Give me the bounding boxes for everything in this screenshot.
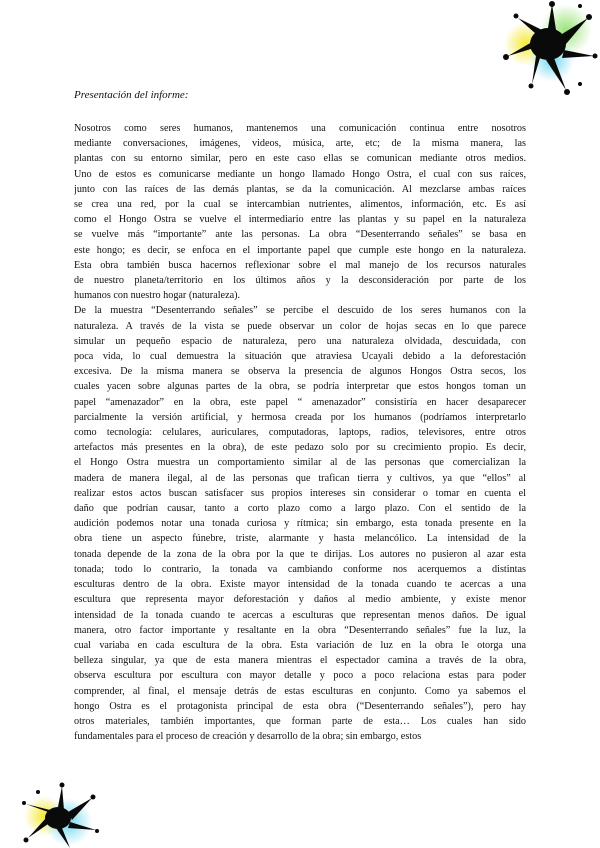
ink-splat-icon (18, 782, 100, 848)
report-heading: Presentación del informe: (74, 89, 189, 101)
text-line: Uno de estos es comunicarse mediante un hongo llamado Hongo Ostra, el cual con sus raíces, (74, 168, 526, 180)
text-line: obra tiene un aspecto fúnebre, triste, alarmante y hasta melancólico. La intensidad de la (74, 533, 526, 545)
text-line: cuales yacen sobre algunas partes de la obra, se podría interpretar que estos hongos toman un (74, 381, 526, 393)
text-line: fundamentales para el proceso de creación y desarrollo de la obra; sin embargo, estos (74, 731, 422, 743)
text-line: como tecnología: celulares, auriculares, computadoras, laptops, radios, televisores, entre otros (74, 427, 526, 439)
text-line: se crea una red, por la cual se intercambian nutrientes, alimentos, información, etc. Es así (74, 199, 526, 211)
text-line: plantas con su entorno similar, pero en este caso ellas se comunican mediante otros medios. (74, 153, 526, 165)
text-line: hongo Ostra es el protagonista principal de esta obra (“Desenterrando señales”), pero hay (74, 700, 526, 712)
text-line: simular un pequeño espacio de naturaleza, pero una naturaleza olvidada, descuidada, con (74, 335, 526, 347)
text-line: realizar estos actos buscan satisfacer sus propios intereses sin considerar o tomar en cuenta el (74, 487, 526, 499)
text-line: madera de manera ilegal, al de las personas que trafican tierra y cultivos, ya que “ellos” al (74, 472, 526, 484)
report-body (74, 121, 526, 744)
text-line: excesiva. De la misma manera se observa la presencia de algunos Hongos Ostra secos, los (74, 366, 526, 378)
text-line: mediante conversaciones, imágenes, videos, música, arte, etc; de la misma manera, las (74, 138, 526, 150)
text-line: papel “amenazador” en la obra, este papel “ amenazador” consistiría en hacer desaparecer (74, 396, 526, 408)
text-line: naturaleza. A través de la vista se puede observar un color de hojas secas en lo que parece (74, 320, 526, 332)
text-line: audición podemos notar una tonada curiosa y rítmica; sin embargo, esta tonada presente en la (74, 518, 526, 530)
text-line: manera, otro factor importante y resaltante en la obra “Desenterrando señales” fue la luz, la (74, 624, 526, 636)
text-line: parcialmente la versión artificial, y hermosa creada por los humanos (podríamos interpretarlo (74, 411, 526, 423)
text-line: escultura que representa mayor deforestación y daños al medio ambiente, y existe menor (74, 594, 526, 606)
text-line: el Hongo Ostra muestra un comportamiento similar al de las personas que comercializan la (74, 457, 526, 469)
text-line: poca vida, lo cual demuestra la situación que atraviesa Ucayali debido a la deforestación (74, 351, 526, 363)
text-line: De la muestra “Desenterrando señales” se percibe el descuido de los seres humanos con la (74, 305, 526, 317)
text-line: daño que podrían causar, tanto a corto plazo como a largo plazo. Con el sentido de la (74, 503, 526, 515)
text-line: tonada depende de la zona de la obra por la que te dirijas. Los autores no pusieron al azar esta (74, 548, 526, 560)
text-line: este hongo; es decir, se enfoca en el importante papel que cumple este hongo en la naturaleza. (74, 244, 526, 256)
text-line: comprender, al final, el mensaje detrás de estas esculturas en conjunto. Como ya sabemos el (74, 685, 526, 697)
text-line: de nuestro planeta/territorio en los últimos años y la desconsideración por parte de los (74, 275, 526, 287)
text-line: cual variaba en cada escultura de la obra. Esta variación de luz en la obra le otorga una (74, 639, 526, 651)
text-line: otros materiales, también importantes, que forman parte de esta… Los cuales han sido (74, 715, 526, 727)
text-line: como el Hongo Ostra se vuelve el intermediario entre las plantas y su papel en la naturaleza (74, 214, 526, 226)
text-line: observa escultura por escultura con mayor detalle y poco a poco relaciona estas para poder (74, 670, 526, 682)
text-line: humanos con nuestro hogar (naturaleza). (74, 290, 241, 302)
text-line: belleza singular, ya que de esta manera mientras el espectador camina a través de la obra, (74, 655, 526, 667)
text-line: se vuelve más “importante” ante las personas. La obra “Desenterrando señales” se basa en (74, 229, 526, 241)
ink-splat-icon (496, 0, 600, 104)
text-line: esculturas dentro de la obra. Existe mayor intensidad de la tonada cuando te acercas a una (74, 579, 526, 591)
text-line: junto con las raíces de las demás plantas, se da la comunicación. Al mezclarse ambas raíces (74, 183, 526, 195)
text-line: artefactos más presentes en la obra), de este pedazo solo por su crecimiento propio. Es decir, (74, 442, 526, 454)
text-line: Nosotros como seres humanos, mantenemos una comunicación continua entre nosotros (74, 123, 526, 134)
text-line: tonada; todo lo contrario, la tonada va cambiando conforme nos acerquemos a distintas (74, 563, 526, 575)
text-line: intensidad de la tonada cuando te acercas a esculturas que representan menos daños. De igual (74, 609, 526, 621)
text-line: Esta obra también busca hacernos reflexionar sobre el mal manejo de los recursos naturales (74, 259, 526, 271)
